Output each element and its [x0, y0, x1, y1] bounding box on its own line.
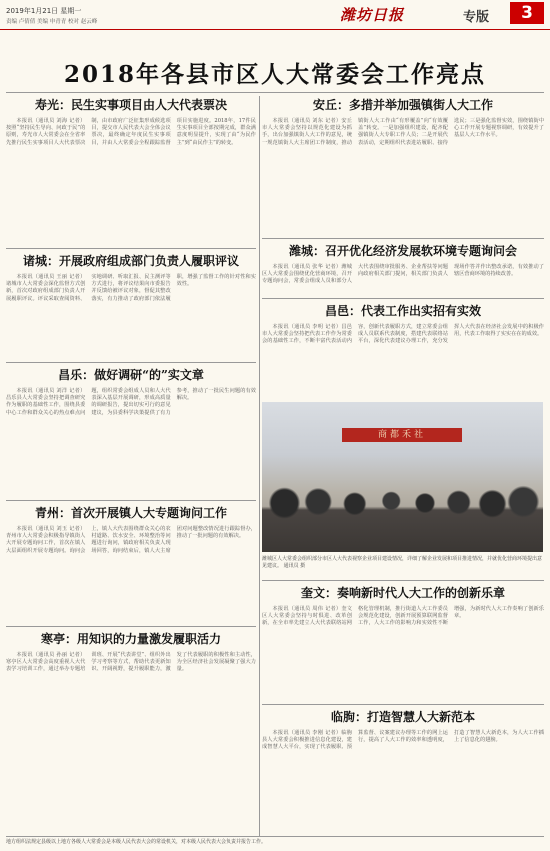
article-title: 昌邑：代表工作出实招有实效 — [324, 304, 481, 318]
article-title: 寒亭：用知识的力量激发履职活力 — [40, 632, 221, 646]
page-headline: 2018年各县市区人大常委会工作亮点 — [63, 61, 486, 88]
footer-note: 地方组织法规定县级以上地方各级人大常委会是本级人民代表大会的常设机关，对本级人民代表大会负责并报告工作。 — [6, 839, 267, 845]
article-body — [262, 324, 544, 346]
divider — [6, 362, 256, 363]
article-text: 本报讯（通讯员 李刚 记者）临朐县人大常委会积极推进信息化建设，建成智慧人大平台，实现了代表履职、预算监督、议案建议办理等工作的网上运行，提高了人大工作的效率和透明度，打造了智慧人大新范本，为人大工作插上了信息化的翅膀。 — [262, 730, 544, 751]
article-text: 本报讯（通讯员 李明 记者）昌邑市人大常委会坚持把代表工作作为常委会的基础性工作，不断丰富代表活动内容，创新代表履职方式，建立常委会组成人员联系代表制度，搭建代表联络站平台，深化代表建议办理工作，充分发挥人大代表在经济社会发展中的积极作用，代表工作取得了实实在在的成效。 — [262, 324, 544, 345]
divider — [262, 580, 544, 581]
article-body — [6, 652, 256, 674]
news-photo — [262, 402, 543, 552]
divider — [6, 500, 256, 501]
divider — [6, 248, 256, 249]
article-text: 本报讯（通讯员 刘洋 记者）昌乐县人大常委会坚持把调查研究作为履职的基础性工作，围绕县委中心工作和群众关心的热点难点问题，组织常委会组成人员和人大代表深入基层开展调研，形成高质量的调研报告，提出切实可行的意见建议，为县委科学决策提供了有力参考，推动了一批民生问题的有效解决。 — [6, 388, 256, 416]
article-title: 诸城：开展政府组成部门负责人履职评议 — [22, 254, 239, 268]
divider — [262, 238, 544, 239]
page-header — [0, 0, 550, 30]
divider — [6, 626, 256, 627]
article-text: 本报讯（通讯员 刘海 记者）按照“坚持民生导向、问政于民”的原则，寿光市人大常委会在全省率先推行民生实事项目人大代表票决制，由市政府广泛征集形成候选项目，提交市人民代表大会全体会议票决，最终确定年度民生实事项目，并由人大常委会全程跟踪监督项目实施进度。2018年，17件民生实事项目全部按期完成，群众满意度明显提升，实现了由“为民作主”到“由民作主”的转变。 — [6, 118, 256, 146]
article-title: 安丘：多措并举加强镇街人大工作 — [312, 98, 493, 112]
column-divider — [259, 96, 260, 836]
article-title: 青州：首次开展镇人大专题询问工作 — [34, 506, 227, 520]
article-title: 潍城：召开优化经济发展软环境专题询问会 — [288, 244, 517, 258]
article-anqiu — [262, 96, 544, 236]
article-body — [262, 730, 544, 752]
article-text: 本报讯（通讯员 周伟 记者）奎文区人大常委会坚持与时俱进、改革创新，在全市率先建立人大代表联络站网格化管理机制，推行街道人大工作委员会规范化建设，创新开展预算联网监督工作，人大工作的影响力和实效性不断增强，为新时代人大工作奏响了创新乐章。 — [262, 606, 544, 627]
article-title: 临朐：打造智慧人大新范本 — [330, 710, 475, 724]
article-linqu — [262, 708, 544, 836]
article-title: 奎文：奏响新时代人大工作的创新乐章 — [300, 586, 505, 600]
photo-group-of-people — [262, 482, 543, 552]
article-body — [262, 264, 544, 286]
article-shouguang — [6, 96, 256, 246]
article-zhucheng — [6, 252, 256, 360]
divider — [262, 704, 544, 705]
section-label: 专版 — [463, 10, 490, 25]
editor-credits: 责编 卢倩倩 美编 申青青 校对 赵云峰 — [6, 19, 98, 25]
newspaper-masthead: 潍坊日报 — [340, 6, 405, 24]
divider — [262, 298, 544, 299]
article-changyi — [262, 302, 544, 398]
article-body — [262, 606, 544, 628]
article-weicheng — [262, 242, 544, 296]
divider — [6, 836, 544, 837]
article-body — [6, 526, 256, 555]
article-body — [6, 388, 256, 417]
article-changle — [6, 366, 256, 496]
article-text: 本报讯（通讯员 张华 记者）潍城区人大常委会围绕优化营商环境，召开专题询问会，常委会组成人员和部分人大代表围绕审批服务、企业帮扶等问题向政府相关部门提问，相关部门负责人现场作答并作出整改承诺，有效推动了辖区营商环境的持续改善。 — [262, 264, 544, 285]
issue-date: 2019年1月21日 星期一 — [6, 7, 82, 15]
page-number: 3 — [510, 2, 544, 24]
photo-caption: 潍城区人大常委会组织部分市区人大代表视察企业项目建设情况，详细了解企业发展和项目推进情况，并就优化营商环境提出意见建议。 通讯员 摄 — [262, 556, 543, 569]
divider — [6, 92, 544, 93]
article-text: 本报讯（通讯员 刘东 记者）安丘市人大常委会坚持以规范化建设为抓手，出台加强镇街人大工作的意见，统一规范镇街人大主席团工作制度，推动镇街人大工作由“有形覆盖”向“有效覆盖”转变。一是加强组织建设，配齐配强镇街人大专职工作人员；二是开展代表活动，定期组织代表进站履职、接待选民；三是强化监督实效，围绕镇街中心工作开展专题视察调研，有效提升了基层人大工作水平。 — [262, 118, 544, 146]
article-kuiwen — [262, 584, 544, 702]
article-title: 昌乐：做好调研“的”实文章 — [58, 368, 204, 382]
article-text: 本报讯（通讯员 孙丽 记者）寒亭区人大常委会高度重视人大代表学习培训工作，通过举办专题培训班、开展“代表讲堂”、组织外出学习考察等方式，帮助代表更新知识、开阔视野，提升履职能力，激发了代表履职的积极性和主动性，为全区经济社会发展凝聚了强大力量。 — [6, 652, 256, 673]
article-body — [6, 118, 256, 147]
article-body — [262, 118, 544, 147]
article-title: 寿光：民生实事项目由人大代表票决 — [34, 98, 227, 112]
article-body — [6, 274, 256, 303]
photo-banner-sign: 商都禾社 — [342, 428, 462, 442]
article-text: 本报讯（通讯员 王丽 记者）诸城市人大常委会深化监督方式创新，首次对政府组成部门负责人开展履职评议。评议采取查阅资料、实地调研、听取汇报、民主测评等方式进行，将评议结果向市委报告并反馈给被评议对象，督促其整改落实，有力推动了政府部门依法履职，增强了监督工作的针对性和实效性。 — [6, 274, 256, 302]
article-text: 本报讯（通讯员 刘玉 记者）青州市人大常委会积极指导镇街人大开展专题询问工作，首次在镇人大层面组织开展专题询问。询问会上，镇人大代表围绕群众关心的农村道路、饮水安全、环境整治等问题进行询问，镇政府相关负责人现场回答，询问结束后，镇人大主席团对问题整改情况进行跟踪督办，推动了一批问题的有效解决。 — [6, 526, 256, 554]
article-hanting — [6, 630, 256, 830]
article-qingzhou — [6, 504, 256, 624]
